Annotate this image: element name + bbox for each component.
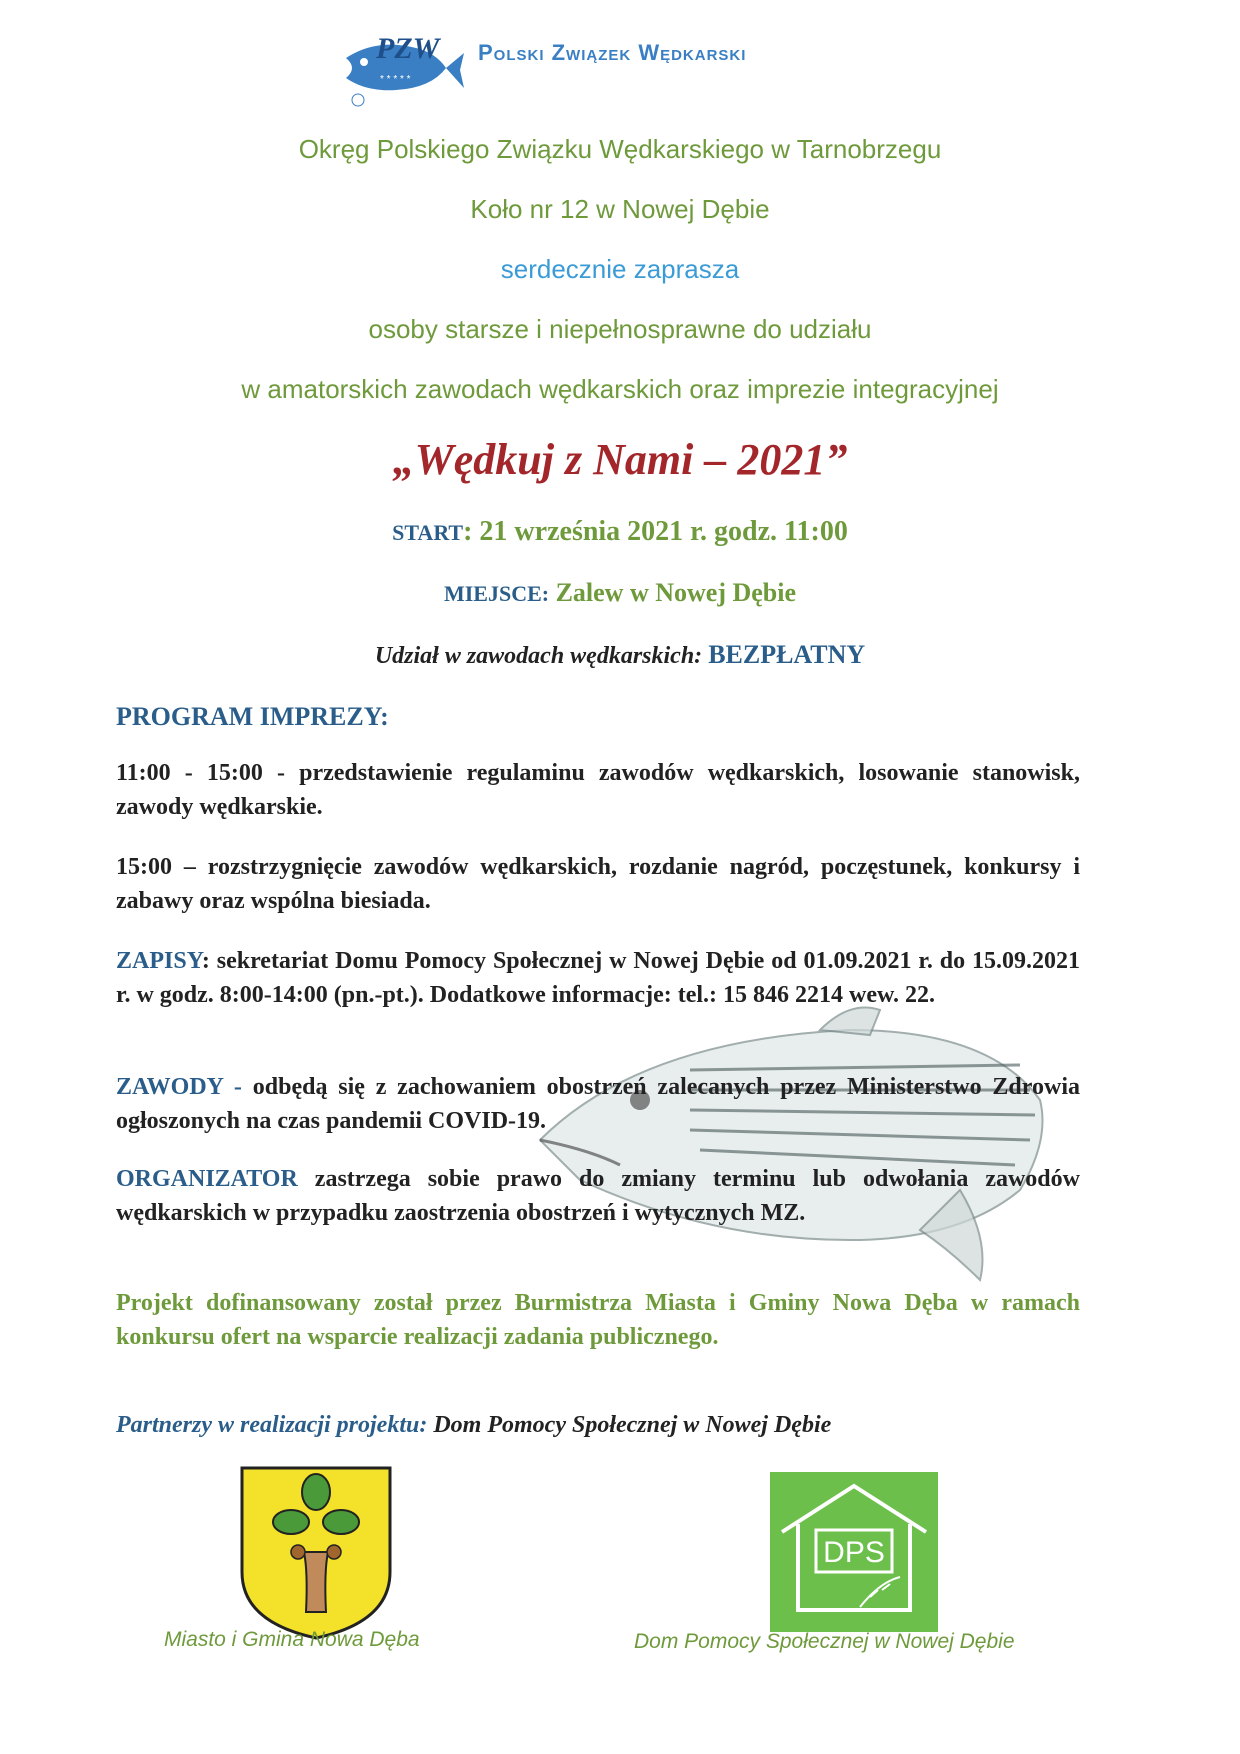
- zapisy-paragraph: [116, 944, 1080, 1012]
- event-title: „Wędkuj z Nami – 2021”: [392, 435, 848, 484]
- program-heading: PROGRAM IMPREZY:: [116, 702, 389, 731]
- pzw-logo: [336, 18, 466, 108]
- coat-of-arms: [236, 1462, 396, 1642]
- fee-value: BEZPŁATNY: [708, 640, 866, 669]
- fish-logo-icon: [336, 18, 466, 108]
- zawody-label: ZAWODY -: [116, 1074, 242, 1100]
- fish-icon: [520, 990, 1080, 1290]
- org-name: Polski Związek Wędkarski: [478, 40, 747, 65]
- zawody-paragraph: [116, 1070, 1080, 1138]
- partners-value: Dom Pomocy Społecznej w Nowej Dębie: [427, 1412, 832, 1438]
- partners-label: Partnerzy w realizacji projektu:: [116, 1412, 428, 1438]
- svg-text:* * * * *: * * * * *: [380, 74, 411, 85]
- audience-line-1: osoby starsze i niepełnosprawne do udziału: [368, 314, 872, 344]
- place-line: [0, 578, 1240, 608]
- partners-line: [116, 1412, 1080, 1439]
- organizator-paragraph: [116, 1162, 1080, 1230]
- zapisy-label: ZAPISY: [116, 948, 202, 974]
- invite-line: serdecznie zaprasza: [500, 254, 740, 284]
- zawody-text: odbędą się z zachowaniem obostrzeń zalecanych przez Ministerstwo Zdrowia ogłoszonych na czas pandemii COVID-19.: [116, 1074, 1080, 1134]
- organizator-text: zastrzega sobie prawo do zmiany terminu lub odwołania zawodów wędkarskich w przypadku zaostrzenia obostrzeń i wytycznych MZ.: [116, 1166, 1080, 1226]
- fee-label: Udział w zawodach wędkarskich:: [374, 643, 703, 669]
- left-caption: Miasto i Gmina Nowa Dęba: [164, 1628, 420, 1651]
- svg-text:DPS: DPS: [823, 1536, 885, 1569]
- house-icon: [770, 1472, 938, 1632]
- start-line: [0, 516, 1240, 548]
- svg-text:PZW: PZW: [376, 32, 440, 65]
- start-value: : 21 września 2021 r. godz. 11:00: [463, 516, 848, 547]
- audience-line-2: w amatorskich zawodach wędkarskich oraz imprezie integracyjnej: [241, 374, 999, 404]
- dps-logo: [770, 1472, 938, 1632]
- fish-illustration: [520, 990, 1080, 1290]
- right-caption: Dom Pomocy Społecznej w Nowej Dębie: [634, 1630, 1015, 1653]
- start-label: START: [392, 520, 464, 545]
- district-line: Okręg Polskiego Związku Wędkarskiego w Tarnobrzegu: [298, 134, 942, 164]
- place-label: MIEJSCE:: [443, 581, 550, 606]
- program-item-2: 15:00 – rozstrzygnięcie zawodów wędkarskich, rozdanie nagród, poczęstunek, konkursy i zabawy oraz wspólna biesiada.: [116, 854, 1080, 914]
- organizator-label: ORGANIZATOR: [116, 1166, 298, 1192]
- oak-shield-icon: [236, 1462, 396, 1642]
- fee-line: [0, 640, 1240, 670]
- program-item-1: 11:00 - 15:00 - przedstawienie regulaminu zawodów wędkarskich, losowanie stanowisk, zawody wędkarskie.: [116, 760, 1080, 820]
- funding-paragraph: Projekt dofinansowany został przez Burmistrza Miasta i Gminy Nowa Dęba w ramach konkursu ofert na wsparcie realizacji zadania publicznego.: [116, 1290, 1080, 1350]
- zapisy-text: : sekretariat Domu Pomocy Społecznej w Nowej Dębie od 01.09.2021 r. do 15.09.2021 r. w godz. 8:00-14:00 (pn.-pt.). Dodatkowe informacje: tel.: 15 846 2214 wew. 22.: [116, 948, 1080, 1008]
- club-line: Koło nr 12 w Nowej Dębie: [470, 194, 770, 224]
- place-value: Zalew w Nowej Dębie: [555, 578, 797, 607]
